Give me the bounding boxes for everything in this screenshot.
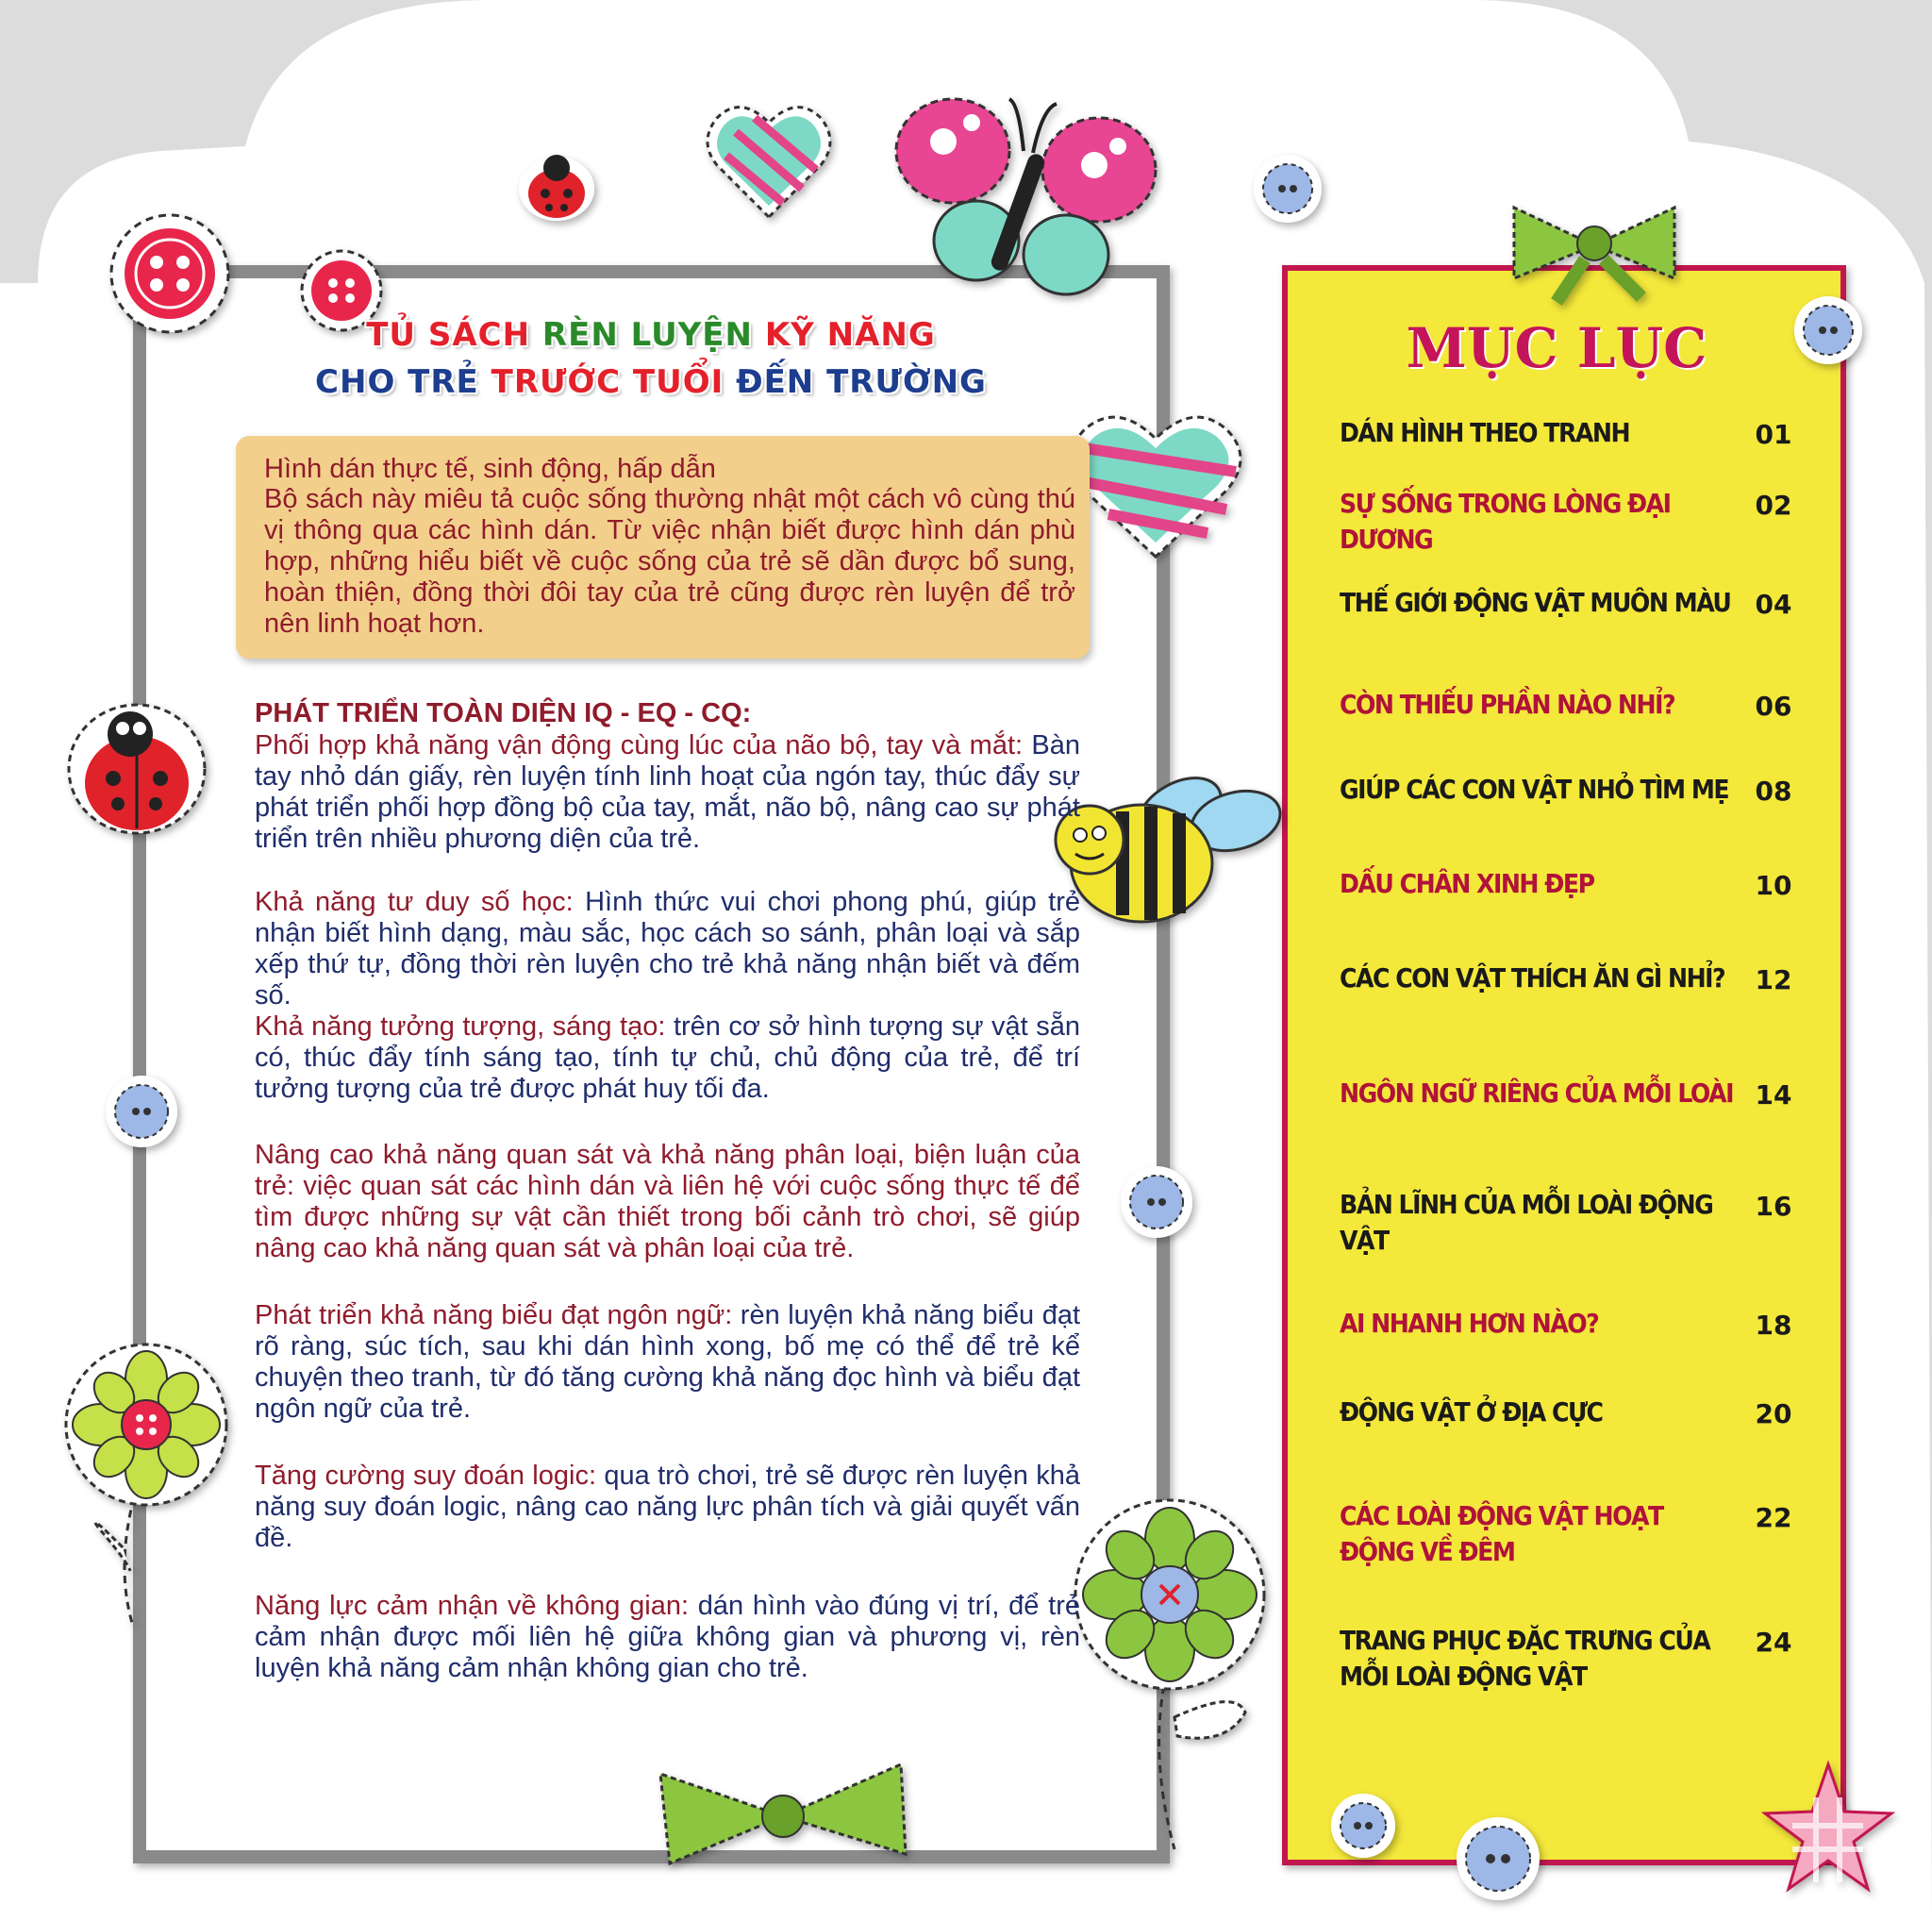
section-text: Bàn tay nhỏ dán giấy, rèn luyện tính linh hoạt của ngón tay, thúc đẩy sự phát triển phối hợp đồng bộ của tay, mắt, não bộ, nâng cao sự phát triển trên nhiều phương diện của trẻ. xyxy=(255,730,1080,854)
toc-item-page: 22 xyxy=(1755,1502,1792,1533)
section-lead: Khả năng tư duy số học: xyxy=(255,887,574,917)
series-title-part: TỦ SÁCH xyxy=(366,316,542,354)
toc-item-title: AI NHANH HƠN NÀO? xyxy=(1340,1308,1599,1339)
section-text: dán hình vào đúng vị trí, để trẻ cảm nhận được mối liên hệ giữa không gian và phương vị, rèn luyện khả năng cảm nhận không gian cho trẻ. xyxy=(255,1591,1080,1683)
toc-item-title: ĐỘNG VẬT Ở ĐỊA CỰC xyxy=(1340,1396,1603,1428)
toc-item-title: NGÔN NGỮ RIÊNG CỦA MỖI LOÀI xyxy=(1340,1077,1733,1109)
section-paragraph xyxy=(255,1011,1080,1105)
toc-item-page: 12 xyxy=(1755,964,1792,995)
toc-item-title: TRANG PHỤC ĐẶC TRƯNG CỦA MỖI LOÀI ĐỘNG VẬT xyxy=(1340,1625,1710,1692)
series-title-part: CHO TRẺ xyxy=(315,363,491,401)
section-text: Hình thức vui chơi phong phú, giúp trẻ nhận biết hình dạng, màu sắc, học cách so sánh, phân loại và sắp xếp thứ tự, đồng thời rèn luyện cho trẻ khả năng nhận biết và đếm số. xyxy=(255,887,1080,1011)
blue-button-icon xyxy=(1331,1794,1395,1858)
toc-title: MỤC LỤC xyxy=(1406,316,1707,380)
series-title-part: KỸ NĂNG xyxy=(764,316,936,354)
series-title-part: RÈN LUYỆN xyxy=(541,316,765,354)
series-title-line2 xyxy=(283,363,1019,401)
section-paragraph xyxy=(255,730,1080,855)
blue-button-icon xyxy=(1121,1166,1192,1238)
series-title-line1 xyxy=(283,316,1019,354)
series-title-part: ĐẾN TRƯỜNG xyxy=(736,363,987,401)
toc-item-title: DẤU CHÂN XINH ĐẸP xyxy=(1340,868,1594,899)
toc-item-title: CÁC LOÀI ĐỘNG VẬT HOẠT ĐỘNG VỀ ĐÊM xyxy=(1340,1500,1663,1567)
section-heading: PHÁT TRIỂN TOÀN DIỆN IQ - EQ - CQ: xyxy=(255,698,752,728)
section-lead: Tăng cường suy đoán logic: xyxy=(255,1461,597,1491)
section-text: qua trò chơi, trẻ sẽ được rèn luyện khả năng suy đoán logic, nâng cao năng lực phân tích và giải quyết vấn đề. xyxy=(255,1461,1081,1553)
section-paragraph xyxy=(255,1140,1080,1264)
red-button-icon xyxy=(111,215,228,332)
toc-item-page: 18 xyxy=(1755,1310,1792,1341)
toc-item-page: 01 xyxy=(1755,419,1792,450)
section-text: rèn luyện khả năng biểu đạt rõ ràng, súc tích, sau khi dán hình xong, bố mẹ có thể để trẻ kể chuyện theo tranh, từ đó tăng cường khả năng đọc hình và biểu đạt ngôn ngữ của trẻ. xyxy=(255,1300,1081,1424)
blue-button-icon xyxy=(1457,1817,1540,1900)
section-lead: Phối hợp khả năng vận động cùng lúc của não bộ, tay và mắt: xyxy=(255,730,1024,760)
intro-body: Bộ sách này miêu tả cuộc sống thường nhật một cách vô cùng thú vị thông qua các hình dán. Từ việc nhận biết được hình dán phù hợp, những hiểu biết về cuộc sống của trẻ sẽ dần được bổ sung, hoàn thiện, đồng thời đôi tay của trẻ cũng được rèn luyện để trở nên linh hoạt hơn. xyxy=(264,484,1075,639)
toc-item-title: DÁN HÌNH THEO TRANH xyxy=(1340,417,1630,448)
toc-item-title: BẢN LĨNH CỦA MỖI LOÀI ĐỘNG VẬT xyxy=(1340,1189,1713,1256)
blue-button-icon xyxy=(1794,296,1862,364)
toc-item-page: 10 xyxy=(1755,870,1792,901)
section-paragraph xyxy=(255,1300,1080,1425)
toc-item-title: CÁC CON VẬT THÍCH ĂN GÌ NHỈ? xyxy=(1340,962,1725,994)
toc-item-page: 16 xyxy=(1755,1191,1792,1222)
toc-item-page: 02 xyxy=(1755,490,1792,521)
blue-button-icon xyxy=(106,1076,177,1147)
toc-item-title: THẾ GIỚI ĐỘNG VẬT MUÔN MÀU xyxy=(1340,587,1731,618)
toc-item-page: 24 xyxy=(1755,1627,1792,1658)
intro-heading: Hình dán thực tế, sinh động, hấp dẫn xyxy=(264,454,716,484)
toc-item-page: 20 xyxy=(1755,1398,1792,1429)
blue-button-icon xyxy=(1254,155,1322,223)
section-paragraph xyxy=(255,887,1080,1011)
section-paragraph xyxy=(255,1591,1080,1684)
section-lead: Năng lực cảm nhận về không gian: xyxy=(255,1591,690,1621)
toc-item-title: GIÚP CÁC CON VẬT NHỎ TÌM MẸ xyxy=(1340,774,1729,805)
section-lead: Phát triển khả năng biểu đạt ngôn ngữ: xyxy=(255,1300,733,1330)
section-text: việc quan sát các hình dán và liên hệ với cuộc sống thực tế để tìm được những sự vật cần thiết trong bối cảnh trò chơi, sẽ giúp nâng cao khả năng quan sát và phân loại của trẻ. xyxy=(255,1171,1080,1263)
section-lead: Khả năng tưởng tượng, sáng tạo: xyxy=(255,1011,666,1042)
toc-item-page: 04 xyxy=(1755,589,1792,620)
toc-item-page: 08 xyxy=(1755,776,1792,807)
section-paragraph xyxy=(255,1461,1080,1554)
toc-item-page: 14 xyxy=(1755,1079,1792,1111)
ladybug-icon xyxy=(69,705,205,833)
section-text: trên cơ sở hình tượng sự vật sẵn có, thúc đẩy tính sáng tạo, tính tự chủ, chủ động của trẻ, để trí tưởng tượng của trẻ được phát huy tối đa. xyxy=(255,1011,1081,1104)
series-title-part: TRƯỚC TUỔI xyxy=(491,363,737,401)
toc-item-page: 06 xyxy=(1755,691,1792,722)
toc-item-title: SỰ SỐNG TRONG LÒNG ĐẠI DƯƠNG xyxy=(1340,488,1671,555)
toc-item-title: CÒN THIẾU PHẦN NÀO NHỈ? xyxy=(1340,689,1675,720)
section-lead: Nâng cao khả năng quan sát và khả năng phân loại, biện luận của trẻ: xyxy=(255,1140,1080,1201)
